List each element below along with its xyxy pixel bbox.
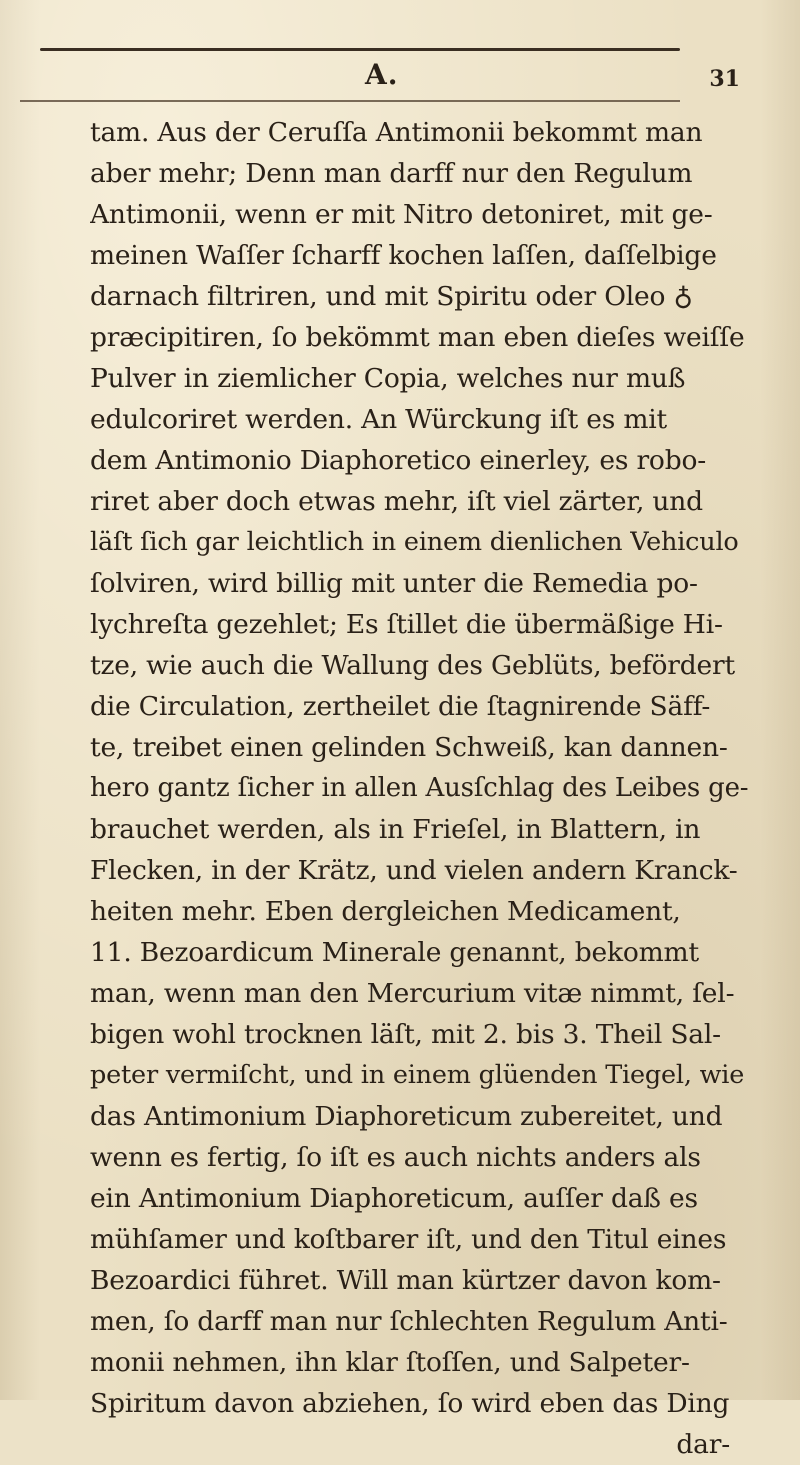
body-text [90, 112, 750, 1465]
text-line: das Antimonium Diaphoreticum zubereitet, und [90, 1101, 723, 1132]
text-line: heiten mehr. Eben dergleichen Medicament, [90, 896, 681, 927]
text-line: aber mehr; Denn man darff nur den Regulum [90, 158, 693, 189]
text-line: Flecken, in der Krätz, und vielen andern Kranck- [90, 855, 738, 886]
text-line: Bezoardici führet. Will man kürtzer davon kom- [90, 1265, 721, 1296]
text-line: hero gantz ſicher in allen Ausſchlag des Leibes ge- [90, 773, 749, 803]
text-line: 11. Bezoardicum Minerale genannt, bekommt [90, 937, 699, 968]
page-header [40, 58, 740, 98]
text-line: tze, wie auch die Wallung des Geblüts, befördert [90, 650, 735, 681]
text-line: brauchet werden, als in Frieſel, in Blattern, in [90, 814, 701, 845]
header-rule [20, 100, 680, 102]
signature-mark: A. [365, 58, 399, 91]
page-number: 31 [709, 66, 740, 92]
text-line: darnach filtriren, und mit Spiritu oder Oleo ♁ [90, 281, 693, 312]
text-line: Antimonii, wenn er mit Nitro detoniret, mit ge- [90, 199, 713, 230]
text-line: riret aber doch etwas mehr, iſt viel zärter, und [90, 486, 703, 517]
text-line: man, wenn man den Mercurium vitæ nimmt, ſel- [90, 978, 735, 1009]
text-line: wenn es fertig, ſo iſt es auch nichts anders als [90, 1142, 701, 1173]
text-line: mühſamer und koſtbarer iſt, und den Titul eines [90, 1224, 727, 1255]
text-line: läſt ſich gar leichtlich in einem dienlichen Vehiculo [90, 527, 739, 557]
text-line: Spiritum davon abziehen, ſo wird eben das Ding [90, 1388, 730, 1419]
text-line: te, treibet einen gelinden Schweiß, kan dannen- [90, 732, 728, 763]
text-line: bigen wohl trocknen läſt, mit 2. bis 3. Theil Sal- [90, 1019, 721, 1050]
text-line: tam. Aus der Ceruſſa Antimonii bekommt man [90, 117, 703, 148]
text-line: ſolviren, wird billig mit unter die Remedia po- [90, 568, 698, 599]
text-line: dem Antimonio Diaphoretico einerley, es robo- [90, 445, 706, 476]
text-line: monii nehmen, ihn klar ſtoſſen, und Salpeter- [90, 1347, 690, 1378]
top-rule [40, 48, 680, 51]
text-line: lychreſta gezehlet; Es ſtillet die übermäßige Hi- [90, 609, 723, 640]
text-line: præcipitiren, ſo bekömmt man eben dieſes weiſſe [90, 322, 745, 353]
text-line: Pulver in ziemlicher Copia, welches nur muß [90, 363, 686, 394]
text-line: edulcoriret werden. An Würckung iſt es mit [90, 404, 668, 435]
text-line: men, ſo darff man nur ſchlechten Regulum Anti- [90, 1306, 728, 1337]
text-line: ein Antimonium Diaphoreticum, auſſer daß es [90, 1183, 698, 1214]
catchword: dar- [676, 1429, 730, 1460]
text-line: meinen Waſſer ſcharff kochen laſſen, daſſelbige [90, 240, 717, 271]
text-line: peter vermiſcht, und in einem glüenden Tiegel, wie [90, 1060, 745, 1090]
text-line: die Circulation, zertheilet die ſtagnirende Säff- [90, 691, 711, 722]
